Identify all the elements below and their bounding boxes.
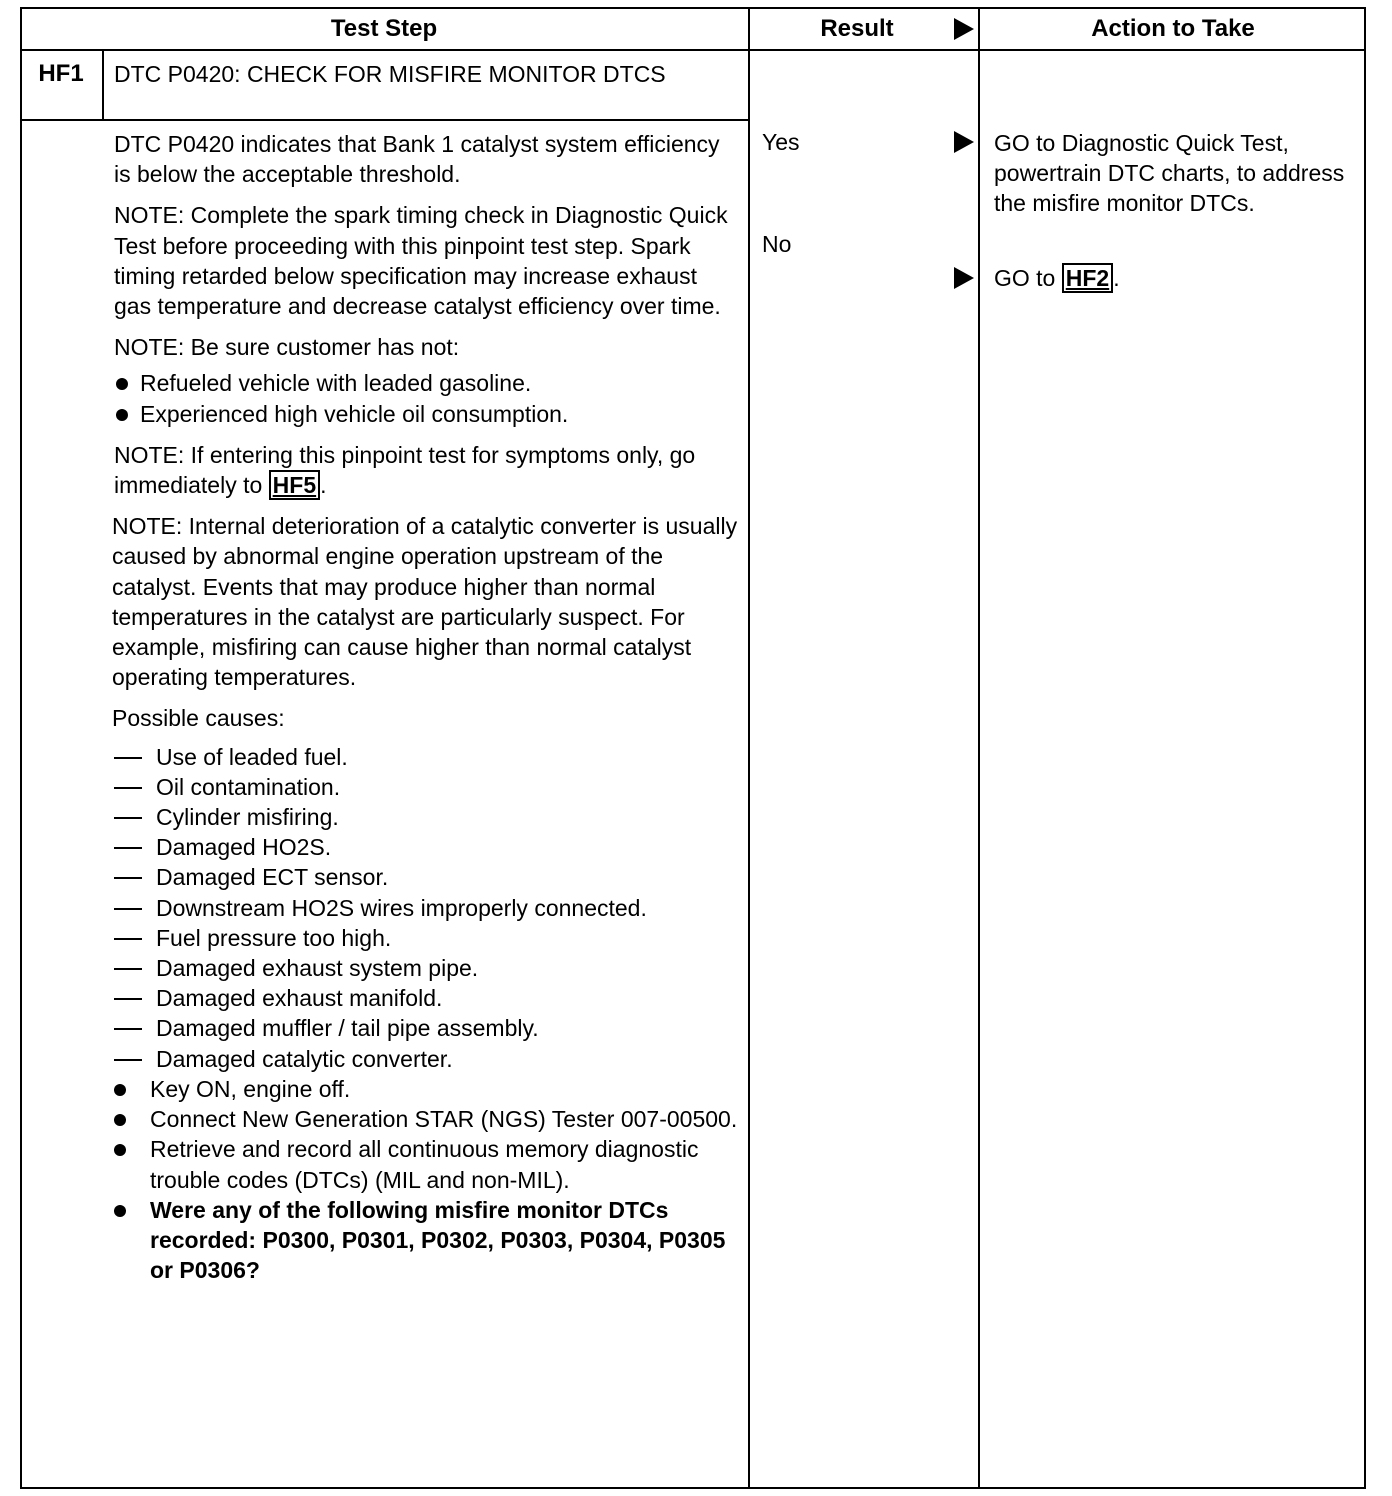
note-spark-timing: NOTE: Complete the spark timing check in Diagnostic Quick Test before proceeding with this pinpoint test step. Spark timing retarded below specification may increase exhaust gas temperature and decrease catalyst efficiency over time. <box>114 202 728 320</box>
test-step-body <box>114 129 738 1285</box>
list-item: Fuel pressure too high. <box>114 923 738 953</box>
question-item: Were any of the following misfire monitor DTCs recorded: P0300, P0301, P0302, P0303, P0304, P0305 or P0306? <box>114 1195 738 1286</box>
header-result: Result <box>820 15 894 42</box>
list-item: Oil contamination. <box>114 772 738 802</box>
result-column-rule <box>748 7 750 1489</box>
list-item: Damaged exhaust manifold. <box>114 983 738 1013</box>
result-no: No <box>762 231 792 257</box>
step-title: DTC P0420: CHECK FOR MISFIRE MONITOR DTCS <box>114 61 666 87</box>
list-item: Retrieve and record all continuous memory diagnostic trouble codes (DTCs) (MIL and non-MIL). <box>114 1134 738 1194</box>
ref-link-hf5[interactable]: HF5 <box>269 470 320 500</box>
header-action: Action to Take <box>1091 15 1255 42</box>
result-yes: Yes <box>762 129 800 155</box>
result-yes-arrow-icon <box>954 131 974 153</box>
step-title-rule <box>20 119 750 121</box>
diagnostic-table <box>20 7 1366 1489</box>
list-item: Refueled vehicle with leaded gasoline. <box>114 368 738 398</box>
intro-text: DTC P0420 indicates that Bank 1 catalyst system efficiency is below the acceptable threshold. <box>114 131 720 188</box>
customer-bullets <box>114 368 738 428</box>
note-symptoms-end: . <box>320 472 327 499</box>
list-item: Connect New Generation STAR (NGS) Tester 007-00500. <box>114 1104 738 1134</box>
list-item: Damaged ECT sensor. <box>114 862 738 892</box>
list-item: Damaged HO2S. <box>114 832 738 862</box>
step-number: HF1 <box>38 60 84 87</box>
header-test-step: Test Step <box>330 15 438 42</box>
note-symptoms-text: NOTE: If entering this pinpoint test for symptoms only, go immediately to <box>114 441 696 499</box>
list-item: Cylinder misfiring. <box>114 802 738 832</box>
header-arrow-icon <box>954 18 974 40</box>
action-column-rule <box>978 7 980 1489</box>
note-customer: NOTE: Be sure customer has not: <box>114 334 460 361</box>
list-item: Key ON, engine off. <box>114 1074 738 1104</box>
step-number-rule <box>102 49 104 121</box>
list-item: Downstream HO2S wires improperly connected. <box>114 893 738 923</box>
note-deterioration: NOTE: Internal deterioration of a catalytic converter is usually caused by abnormal engine operation upstream of the catalyst. Events that may produce higher than normal temperatures in the catalyst are particularly suspect. For example, misfiring can cause higher than normal catalyst operating temperatures. <box>112 513 738 691</box>
action-no-end: . <box>1113 265 1120 291</box>
procedure-list <box>114 1074 738 1285</box>
result-no-arrow-icon <box>954 267 974 289</box>
causes-label: Possible causes: <box>112 705 285 732</box>
list-item: Damaged muffler / tail pipe assembly. <box>114 1013 738 1043</box>
list-item: Damaged exhaust system pipe. <box>114 953 738 983</box>
list-item: Experienced high vehicle oil consumption. <box>114 399 738 429</box>
action-no <box>994 263 1364 293</box>
action-no-text: GO to <box>994 265 1062 291</box>
list-item: Damaged catalytic converter. <box>114 1044 738 1074</box>
action-yes: GO to Diagnostic Quick Test, powertrain DTC charts, to address the misfire monitor DTCs. <box>994 130 1345 216</box>
ref-link-hf2[interactable]: HF2 <box>1062 263 1113 293</box>
causes-list <box>114 742 738 1074</box>
list-item: Use of leaded fuel. <box>114 742 738 772</box>
note-symptoms <box>114 440 738 500</box>
